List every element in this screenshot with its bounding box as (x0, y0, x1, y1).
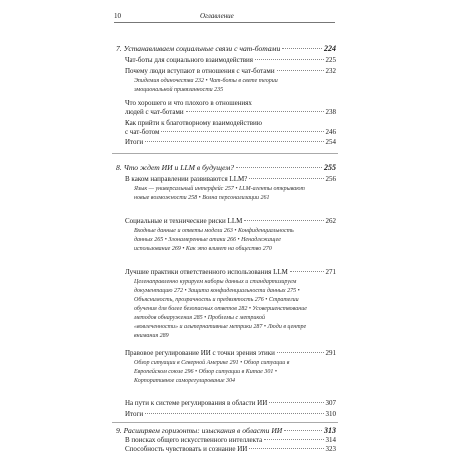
running-header: Оглавление (200, 12, 234, 20)
chapter-page: 224 (324, 44, 336, 53)
chapter-title: 9. Расширяем горизонты: изыскания в области ИИ (116, 426, 283, 435)
toc-entry: В каком направлении развиваются LLM? 256 (125, 175, 336, 183)
toc-subentries: Входные данные и ответы модели 263 • Конфиденциальность данных 265 • Злонамеренные атаки 266 • Ненадлежащее использование 269 • Как это влияет на общество 270 (134, 228, 294, 252)
chapter-page: 313 (324, 426, 336, 435)
toc-entry: На пути к системе регулирования в области ИИ 307 (125, 399, 336, 407)
chapter-title: 8. Что ждет ИИ и LLM в будущем? (116, 163, 235, 172)
toc-entry-line1: Как прийти к благотворному взаимодействию (125, 119, 262, 127)
toc-entry: Правовое регулирование ИИ с точки зрения этики 291 (125, 349, 336, 357)
chapter-page: 255 (324, 163, 336, 172)
toc-entry-line1: Что хорошего и что плохого в отношениях (125, 99, 252, 107)
header-rule (114, 22, 335, 23)
toc-entry: Социальные и технические риски LLM 262 (125, 217, 336, 225)
toc-entry: Способность чувствовать и сознание ИИ 323 (125, 445, 336, 453)
toc-subentries: Язык — универсальный интерфейс 257 • LLM-агенты открывают новые возможности 258 • Волна персонализации 261 (134, 186, 305, 201)
toc-subentries: Целенаправленно курируем наборы данных и стандартизируем документацию 272 • Защита конфиденциальности данных 275 • Объяснимость, прозрачность и предвзятость 276 • Стратегии обучения для более безопасных ответов 282 • Усовершенствование методов обнаружения 285 • Проблемы с метрикой «вовлеченности» и альтернативные метрики 287 • Люди в центре внимания 289 (134, 279, 307, 339)
toc-entry: В поисках общего искусственного интеллекта 314 (125, 436, 336, 444)
chapter-divider (112, 422, 338, 423)
chapter-9-entry (116, 426, 336, 435)
chapter-8-entry (116, 163, 336, 172)
toc-entry: Итоги 310 (125, 410, 336, 418)
toc-entry: людей с чат-ботами 238 (125, 108, 336, 116)
toc-subentries: Обзор ситуации в Северной Америке 291 • Обзор ситуации в Европейском союзе 296 • Обзор ситуации в Китае 301 • Корпоративное саморегулирование 304 (134, 360, 290, 384)
toc-entry: Почему люди вступают в отношения с чат-ботами 232 (125, 67, 336, 75)
toc-entry: Лучшие практики ответственного использования LLM 271 (125, 268, 336, 276)
toc-entry: Итоги 254 (125, 138, 336, 146)
chapter-divider (112, 153, 338, 154)
toc-entry: Чат-боты для социального взаимодействия 225 (125, 56, 336, 64)
toc-entry: с чат-ботом 246 (125, 128, 336, 136)
chapter-7-entry (116, 44, 336, 53)
page-number: 10 (114, 12, 121, 20)
chapter-title: 7. Устанавливаем социальные связи с чат-ботами (116, 44, 281, 53)
toc-subentries: Эпидемия одиночества 232 • Чат-боты в свете теории эмоциональной привязанности 235 (134, 78, 278, 93)
